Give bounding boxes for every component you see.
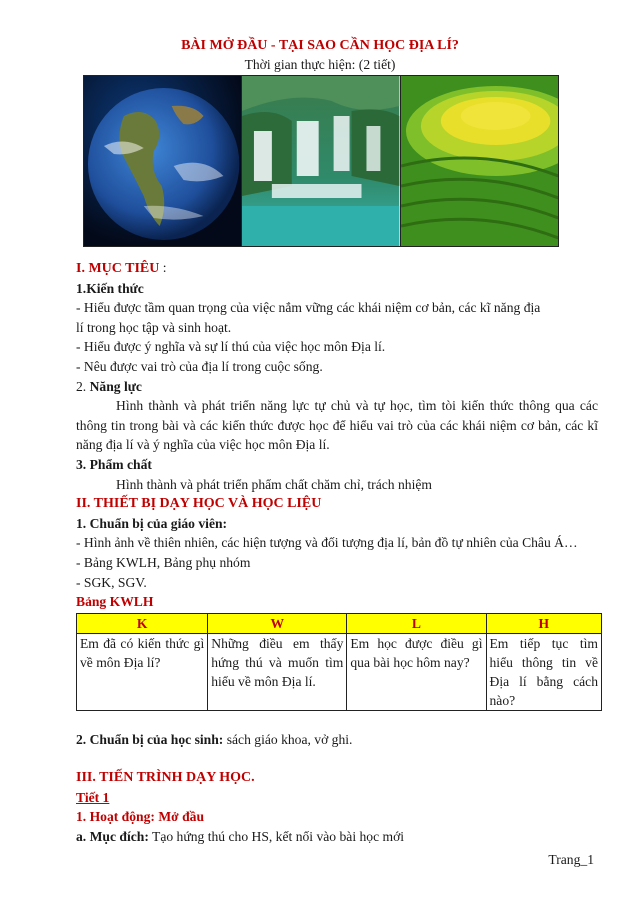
student-prep: 2. Chuẩn bị của học sinh: sách giáo khoa, vở ghi.: [76, 731, 353, 747]
knowledge-item: - Nêu được vai trò của địa lí trong cuộc sống.: [76, 358, 323, 374]
kwlh-header-h: H: [486, 613, 602, 633]
teacher-prep-item: - Hình ảnh về thiên nhiên, các hiện tượng và đối tượng địa lí, bản đồ tự nhiên của Châu Á…: [76, 535, 578, 551]
activity-title: 1. Hoạt động: Mở đầu: [76, 809, 204, 825]
lesson-content: [76, 258, 598, 847]
quality-title: 3. Phẩm chất: [76, 456, 152, 472]
kwlh-cell-l: Em học được điều gì qua bài học hôm nay?: [347, 633, 486, 710]
table-header-row: [77, 613, 602, 633]
lesson-duration: Thời gian thực hiện: (2 tiết): [244, 57, 396, 72]
knowledge-item: - Hiểu được tầm quan trọng của việc nắm vững các khái niệm cơ bản, các kĩ năng địa: [76, 300, 541, 316]
rice-terraces-photo: [401, 76, 558, 246]
quality-text: Hình thành và phát triển phẩm chất chăm chỉ, trách nhiệm: [116, 476, 432, 492]
kwlh-header-k: K: [77, 613, 208, 633]
kwlh-table-title: Bảng KWLH: [76, 594, 154, 610]
process-heading: III. TIẾN TRÌNH DẠY HỌC.: [76, 770, 255, 786]
period-title: Tiết 1: [76, 789, 110, 805]
knowledge-item: lí trong học tập và sinh hoạt.: [76, 319, 232, 335]
objectives-heading: I. MỤC TIÊU :: [76, 260, 167, 276]
page-number: Trang_1: [548, 852, 594, 867]
kwlh-cell-w: Những điều em thấy hứng thú và muốn tìm hiểu về môn Địa lí.: [208, 633, 347, 710]
knowledge-title: 1.Kiến thức: [76, 280, 144, 296]
earth-photo: [84, 76, 242, 246]
table-row: [77, 633, 602, 710]
knowledge-item: - Hiểu được ý nghĩa và sự lí thú của việc học môn Địa lí.: [76, 339, 386, 355]
kwlh-table: [76, 613, 602, 711]
teacher-prep-item: - SGK, SGV.: [76, 574, 147, 590]
purpose-line: a. Mục đích: Tạo hứng thú cho HS, kết nối vào bài học mới: [76, 829, 405, 845]
lesson-title: BÀI MỞ ĐẦU - TẠI SAO CẦN HỌC ĐỊA LÍ?: [181, 38, 459, 53]
kwlh-cell-h: Em tiếp tục tìm hiểu thông tin về Địa lí bằng cách nào?: [486, 633, 602, 710]
waterfall-photo: [242, 76, 400, 246]
photo-strip: [83, 75, 559, 247]
teacher-prep-item: - Bảng KWLH, Bảng phụ nhóm: [76, 554, 251, 570]
skill-text: Hình thành và phát triển năng lực tự chủ và tự học, tìm tòi kiến thức thông qua các thông tin trong bài và các kiến thức được học để hiểu vai trò của các khái niệm cơ bản, các kĩ năng địa lí và ý nghĩa của việc học môn Địa lí.: [76, 398, 598, 453]
equipment-heading: II. THIẾT BỊ DẠY HỌC VÀ HỌC LIỆU: [76, 496, 322, 512]
teacher-prep-title: 1. Chuẩn bị của giáo viên:: [76, 515, 228, 531]
kwlh-header-l: L: [347, 613, 486, 633]
kwlh-cell-k: Em đã có kiến thức gì về môn Địa lí?: [77, 633, 208, 710]
kwlh-header-w: W: [208, 613, 347, 633]
skill-title: 2. Năng lực: [76, 378, 142, 394]
